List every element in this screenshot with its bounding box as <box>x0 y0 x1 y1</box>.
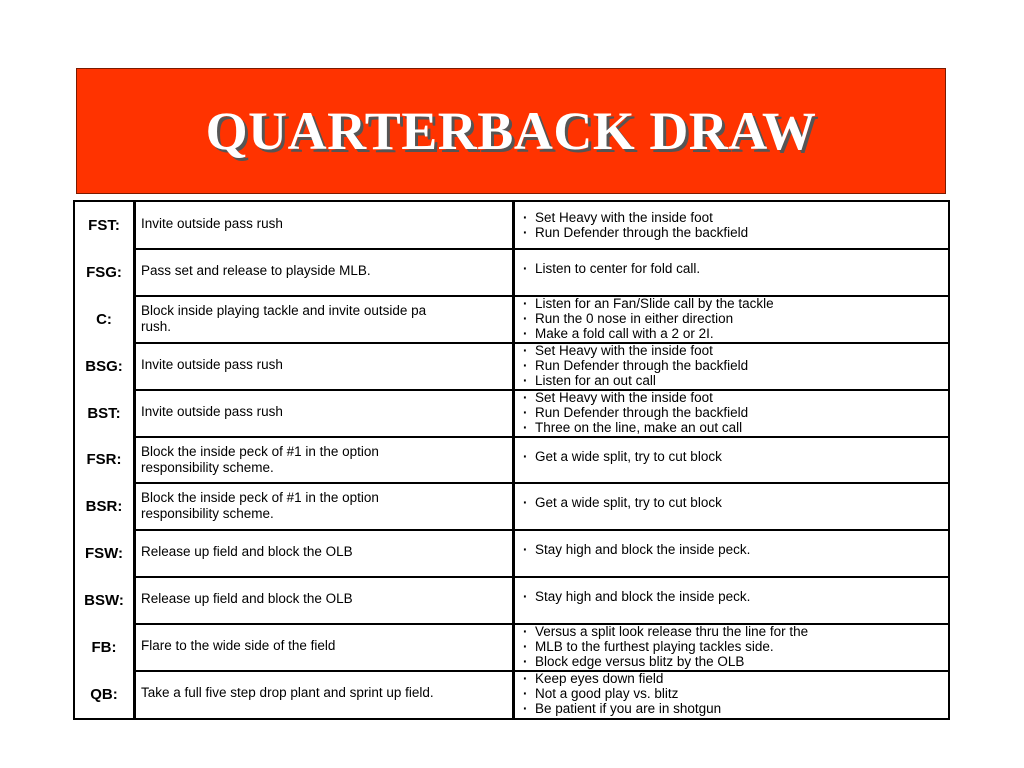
assignment-text <box>141 216 511 232</box>
coaching-note: · Block edge versus blitz by the OLB <box>521 654 941 669</box>
assignment-text <box>141 444 511 476</box>
assignment-text <box>141 263 511 279</box>
coaching-notes <box>521 210 941 240</box>
assignment-line: Block the inside peck of #1 in the option <box>141 443 379 459</box>
coaching-note: · Run the 0 nose in either direction <box>521 311 941 326</box>
position-label: C: <box>96 310 112 328</box>
coaching-notes <box>521 261 941 276</box>
coaching-note: · Get a wide split, try to cut block <box>521 449 941 464</box>
assignment-table <box>73 200 950 720</box>
assignment-line: Invite outside pass rush <box>141 356 283 372</box>
table-row <box>75 202 948 249</box>
table-row <box>75 530 948 577</box>
coaching-note: · Make a fold call with a 2 or 2I. <box>521 326 941 341</box>
coaching-note: · Stay high and block the inside peck. <box>521 589 941 604</box>
assignment-line: Invite outside pass rush <box>141 403 283 419</box>
position-label: BSR: <box>85 498 123 516</box>
table-row <box>75 249 948 296</box>
coaching-notes <box>521 343 941 388</box>
coaching-note: · Run Defender through the backfield <box>521 405 941 420</box>
coaching-note: · Set Heavy with the inside foot <box>521 210 941 225</box>
coaching-note: · Keep eyes down field <box>521 671 941 686</box>
table-row <box>75 390 948 437</box>
table-row <box>75 483 948 530</box>
position-label: FSW: <box>84 545 124 563</box>
assignment-line: Flare to the wide side of the field <box>141 638 336 654</box>
position-label: FST: <box>88 216 120 234</box>
coaching-note: · Listen for an out call <box>521 373 941 388</box>
coaching-note: · MLB to the furthest playing tackles side. <box>521 639 941 654</box>
position-label: FSR: <box>86 451 122 469</box>
coaching-notes <box>521 624 941 669</box>
coaching-note: · Run Defender through the backfield <box>521 358 941 373</box>
coaching-note: · Stay high and block the inside peck. <box>521 542 941 557</box>
coaching-notes <box>521 671 941 716</box>
coaching-notes <box>521 296 941 341</box>
assignment-line: rush. <box>141 318 172 334</box>
position-label: FB: <box>91 639 117 657</box>
assignment-text <box>141 544 511 560</box>
coaching-notes <box>521 495 941 510</box>
table-row <box>75 624 948 671</box>
assignment-text <box>141 685 511 701</box>
position-label: FSG: <box>86 263 122 281</box>
assignment-text <box>141 638 511 654</box>
coaching-note: · Three on the line, make an out call <box>521 420 941 435</box>
table-row <box>75 437 948 484</box>
coaching-notes <box>521 390 941 435</box>
coaching-note: · Run Defender through the backfield <box>521 225 941 240</box>
coaching-note: · Set Heavy with the inside foot <box>521 343 941 358</box>
assignment-line: Block inside playing tackle and invite outside pa <box>141 302 427 318</box>
table-row <box>75 296 948 343</box>
assignment-line: Invite outside pass rush <box>141 216 283 231</box>
position-label: BSG: <box>85 357 123 375</box>
coaching-note: · Listen to center for fold call. <box>521 261 941 276</box>
position-label: BSW: <box>84 592 124 610</box>
assignment-text <box>141 591 511 607</box>
title-banner <box>76 68 946 194</box>
table-row <box>75 343 948 390</box>
position-label: BST: <box>87 404 121 422</box>
assignment-line: Take a full five step drop plant and sprint up field. <box>141 685 434 700</box>
slide-title: QUARTERBACK DRAW <box>205 101 817 161</box>
coaching-note: · Versus a split look release thru the line for the <box>521 624 941 639</box>
coaching-note: · Set Heavy with the inside foot <box>521 390 941 405</box>
assignment-line: responsibility scheme. <box>141 459 274 475</box>
coaching-notes <box>521 449 941 464</box>
coaching-note: · Listen for an Fan/Slide call by the tackle <box>521 296 941 311</box>
assignment-line: responsibility scheme. <box>141 506 274 522</box>
assignment-text <box>141 303 511 335</box>
coaching-notes <box>521 589 941 604</box>
assignment-line: Release up field and block the OLB <box>141 591 353 607</box>
coaching-note: · Be patient if you are in shotgun <box>521 701 941 716</box>
assignment-text <box>141 490 511 522</box>
table-row <box>75 671 948 718</box>
assignment-text <box>141 357 511 373</box>
coaching-notes <box>521 542 941 557</box>
assignment-text <box>141 404 511 420</box>
position-label: QB: <box>90 685 118 703</box>
table-row <box>75 577 948 624</box>
coaching-note: · Get a wide split, try to cut block <box>521 495 941 510</box>
assignment-line: Pass set and release to playside MLB. <box>141 262 371 278</box>
assignment-line: Block the inside peck of #1 in the option <box>141 490 379 506</box>
coaching-note: · Not a good play vs. blitz <box>521 686 941 701</box>
assignment-line: Release up field and block the OLB <box>141 544 353 560</box>
